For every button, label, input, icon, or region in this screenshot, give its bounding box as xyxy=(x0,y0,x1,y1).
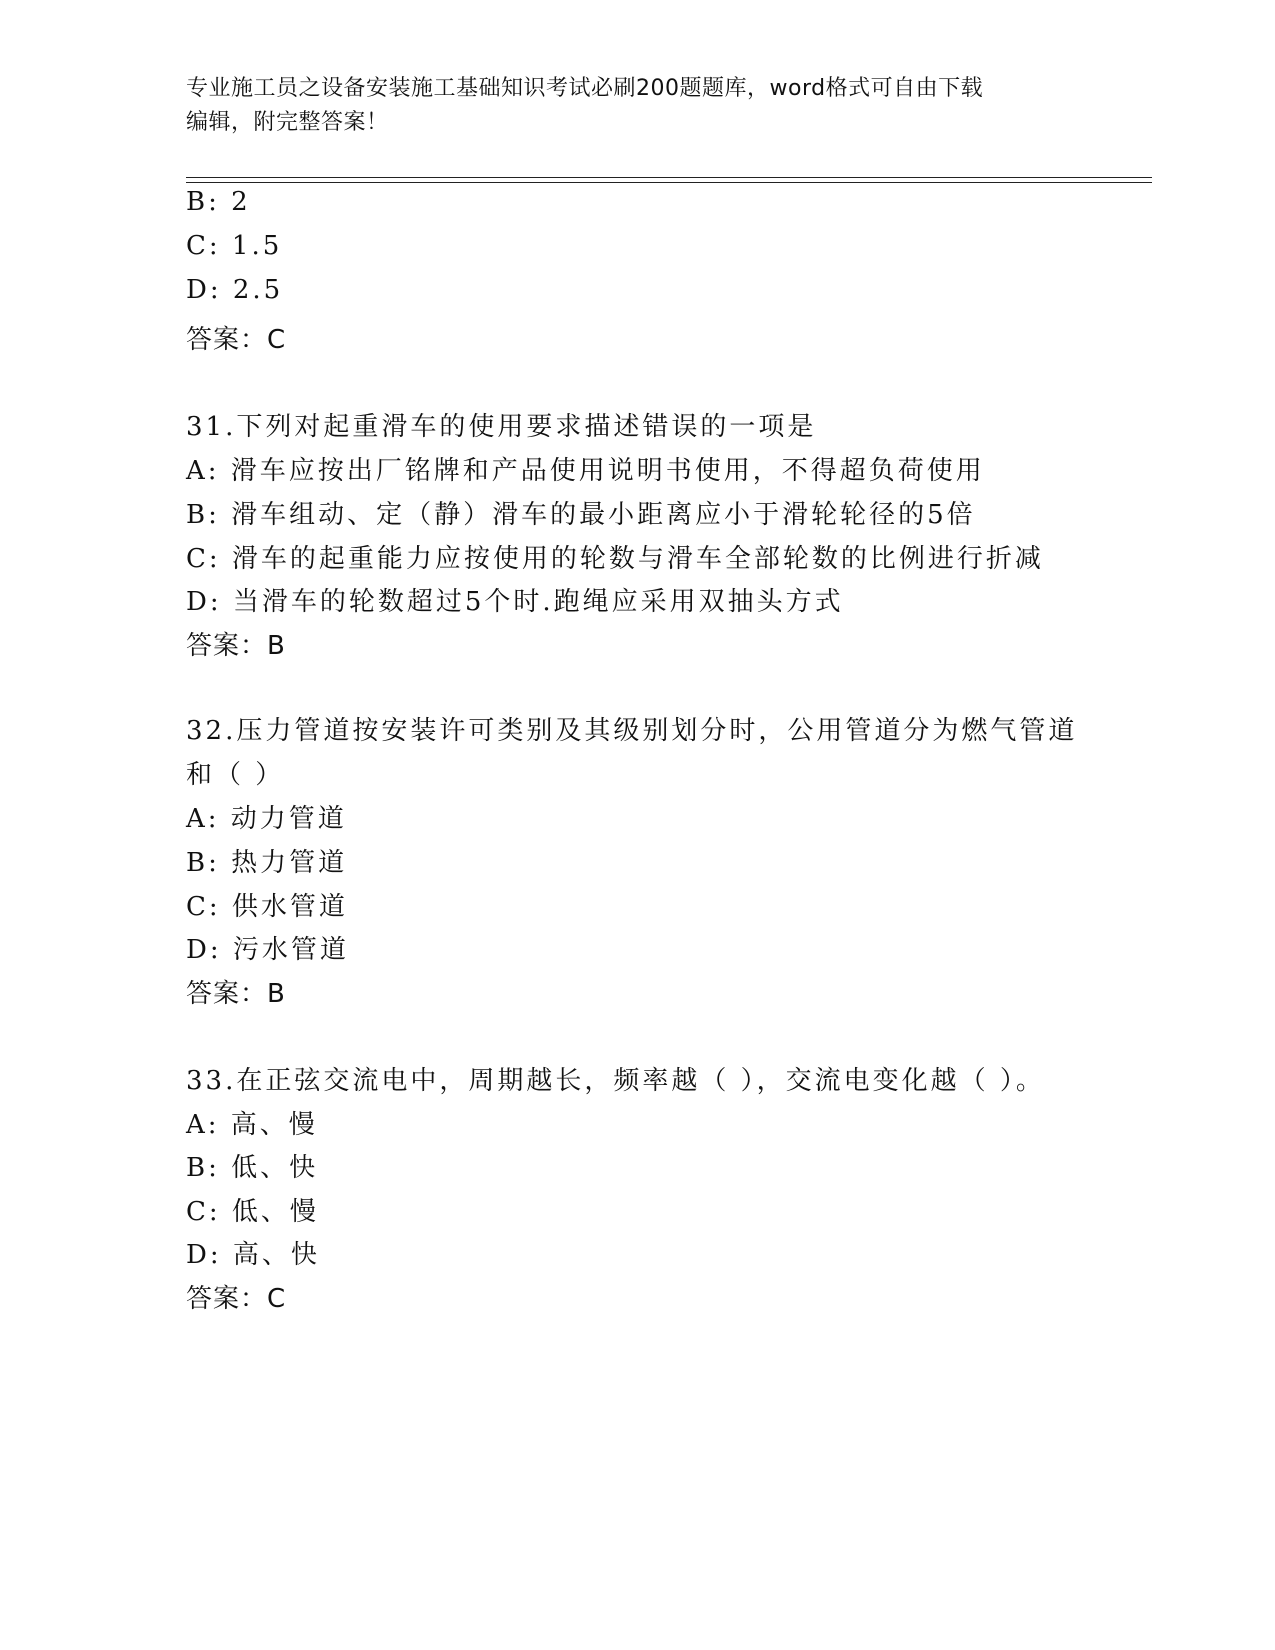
question-32-option-b: B: 热力管道 xyxy=(186,848,348,878)
header-divider-top xyxy=(186,177,1152,178)
header-title-line-2: 编辑，附完整答案！ xyxy=(186,110,389,135)
option-c-prev: C: 1.5 xyxy=(186,231,283,261)
question-32-answer: 答案：B xyxy=(186,979,286,1009)
option-b-prev: B: 2 xyxy=(186,187,251,217)
question-32-option-d: D: 污水管道 xyxy=(186,935,349,965)
question-31-option-b: B: 滑车组动、定（静）滑车的最小距离应小于滑轮轮径的5倍 xyxy=(186,500,976,530)
option-d-prev: D: 2.5 xyxy=(186,275,284,305)
question-33-option-b: B: 低、快 xyxy=(186,1153,319,1183)
question-33-option-c: C: 低、慢 xyxy=(186,1197,319,1227)
answer-prev: 答案：C xyxy=(186,325,287,355)
question-33-stem: 33.在正弦交流电中，周期越长，频率越（ ），交流电变化越（ ）。 xyxy=(186,1066,1045,1096)
question-31-stem: 31.下列对起重滑车的使用要求描述错误的一项是 xyxy=(186,412,817,442)
document-header xyxy=(186,72,1086,140)
header-title-line-1: 专业施工员之设备安装施工基础知识考试必刷200题题库，word格式可自由下载 xyxy=(186,76,984,101)
question-31-option-a: A: 滑车应按出厂铭牌和产品使用说明书使用，不得超负荷使用 xyxy=(186,456,985,486)
question-32-option-c: C: 供水管道 xyxy=(186,892,348,922)
question-31-answer: 答案：B xyxy=(186,631,286,661)
question-31-option-d: D: 当滑车的轮数超过5个时.跑绳应采用双抽头方式 xyxy=(186,587,844,617)
question-33-option-a: A: 高、慢 xyxy=(186,1110,318,1140)
header-divider-bottom xyxy=(186,182,1152,183)
question-32-option-a: A: 动力管道 xyxy=(186,804,347,834)
question-33-answer: 答案：C xyxy=(186,1284,287,1314)
question-31-option-c: C: 滑车的起重能力应按使用的轮数与滑车全部轮数的比例进行折减 xyxy=(186,544,1044,574)
question-33-option-d: D: 高、快 xyxy=(186,1240,320,1270)
question-32-stem-line-1: 32.压力管道按安装许可类别及其级别划分时，公用管道分为燃气管道 xyxy=(186,716,1078,746)
question-32-stem-line-2: 和（ ） xyxy=(186,760,285,790)
